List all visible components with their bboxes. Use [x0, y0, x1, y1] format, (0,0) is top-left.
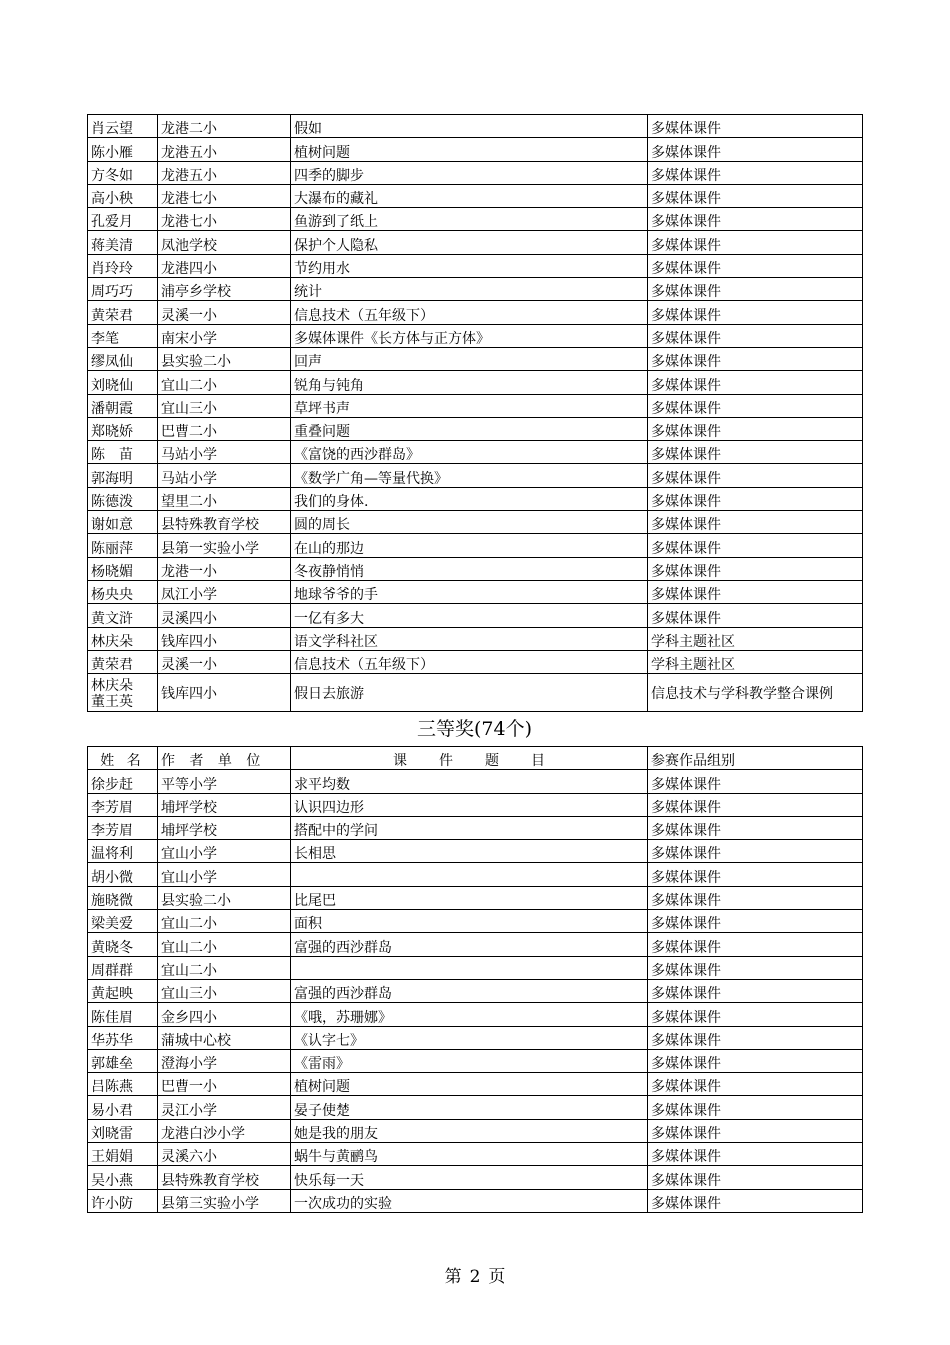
table-row-multiline: [88, 674, 863, 712]
cell-category: 多媒体课件: [648, 441, 863, 464]
table-row: [88, 604, 863, 627]
cell-name: 徐步赶: [88, 770, 158, 793]
cell-category: 多媒体课件: [648, 115, 863, 138]
cell-name: 杨央央: [88, 580, 158, 603]
cell-title: 富强的西沙群岛: [291, 979, 648, 1002]
table-row: [88, 1096, 863, 1119]
cell-category: 多媒体课件: [648, 161, 863, 184]
cell-unit: 马站小学: [158, 441, 291, 464]
cell-unit: 县第三实验小学: [158, 1189, 291, 1212]
table-row: [88, 487, 863, 510]
cell-name: 许小防: [88, 1189, 158, 1212]
cell-category: 多媒体课件: [648, 1119, 863, 1142]
cell-category: 多媒体课件: [648, 417, 863, 440]
cell-category: 多媒体课件: [648, 138, 863, 161]
cell-category: 多媒体课件: [648, 816, 863, 839]
table-row: [88, 347, 863, 370]
cell-unit: 钱库四小: [158, 674, 291, 712]
table-row: [88, 770, 863, 793]
section-title-third-prize: 三等奖(74个): [416, 718, 532, 740]
cell-name: 蒋美清: [88, 231, 158, 254]
cell-title: 一亿有多大: [291, 604, 648, 627]
header-unit: 作 者 单 位: [158, 747, 291, 770]
cell-category: 多媒体课件: [648, 604, 863, 627]
table-row: [88, 534, 863, 557]
cell-unit: 埔坪学校: [158, 816, 291, 839]
cell-title: 《雷雨》: [291, 1049, 648, 1072]
cell-name: 高小秧: [88, 184, 158, 207]
table-row: [88, 793, 863, 816]
cell-unit: 县实验二小: [158, 886, 291, 909]
cell-category: 多媒体课件: [648, 231, 863, 254]
cell-category: 多媒体课件: [648, 557, 863, 580]
cell-name: 易小君: [88, 1096, 158, 1119]
page-prefix: 第: [444, 1267, 462, 1287]
cell-unit: 县特殊教育学校: [158, 1166, 291, 1189]
cell-title: 蜗牛与黄鹂鸟: [291, 1143, 648, 1166]
cell-category: 多媒体课件: [648, 863, 863, 886]
cell-name: 陈丽萍: [88, 534, 158, 557]
table-row: [88, 840, 863, 863]
cell-unit: 灵溪一小: [158, 650, 291, 673]
cell-title: 重叠问题: [291, 417, 648, 440]
cell-category: 多媒体课件: [648, 1049, 863, 1072]
cell-title: 在山的那边: [291, 534, 648, 557]
award-table-body: [88, 115, 863, 712]
cell-unit: 灵溪六小: [158, 1143, 291, 1166]
cell-name: 孔爱月: [88, 208, 158, 231]
cell-unit: 宜山三小: [158, 394, 291, 417]
cell-unit: 金乡四小: [158, 1003, 291, 1026]
cell-name: 黄晓冬: [88, 933, 158, 956]
cell-title: 《富饶的西沙群岛》: [291, 441, 648, 464]
table-row: [88, 1049, 863, 1072]
cell-category: 多媒体课件: [648, 956, 863, 979]
cell-category: 多媒体课件: [648, 1166, 863, 1189]
cell-name: 郑晓娇: [88, 417, 158, 440]
cell-title: 《数学广角—等量代换》: [291, 464, 648, 487]
table-row: [88, 1003, 863, 1026]
cell-name: 黄荣君: [88, 301, 158, 324]
author-name: 董王英: [91, 693, 133, 710]
table-row: [88, 441, 863, 464]
author-name: 林庆朵: [91, 677, 133, 694]
cell-name: 陈 苗: [88, 441, 158, 464]
cell-unit: 澄海小学: [158, 1049, 291, 1072]
cell-name: 陈德泼: [88, 487, 158, 510]
cell-title: 植树问题: [291, 1073, 648, 1096]
cell-category: 多媒体课件: [648, 324, 863, 347]
cell-category: 多媒体课件: [648, 1073, 863, 1096]
page-footer: [0, 1262, 950, 1287]
cell-title: [291, 863, 648, 886]
cell-name: 王娟娟: [88, 1143, 158, 1166]
cell-title: 锐角与钝角: [291, 371, 648, 394]
cell-category: 多媒体课件: [648, 793, 863, 816]
table-header-row: [88, 747, 863, 770]
cell-unit: 南宋小学: [158, 324, 291, 347]
cell-unit: 宜山二小: [158, 933, 291, 956]
cell-unit: 马站小学: [158, 464, 291, 487]
cell-name: 陈佳眉: [88, 1003, 158, 1026]
cell-title: 快乐每一天: [291, 1166, 648, 1189]
cell-unit: 宜山三小: [158, 979, 291, 1002]
cell-category: 学科主题社区: [648, 650, 863, 673]
cell-title: 回声: [291, 347, 648, 370]
table-row: [88, 278, 863, 301]
table-row: [88, 557, 863, 580]
cell-unit: 灵溪一小: [158, 301, 291, 324]
cell-title: 面积: [291, 910, 648, 933]
cell-name: 华苏华: [88, 1026, 158, 1049]
cell-category: 多媒体课件: [648, 534, 863, 557]
third-prize-table: [87, 746, 863, 1213]
cell-unit: 龙港白沙小学: [158, 1119, 291, 1142]
cell-title: 节约用水: [291, 254, 648, 277]
cell-unit: 县实验二小: [158, 347, 291, 370]
header-title: [291, 747, 648, 770]
header-name: 姓 名: [88, 747, 158, 770]
cell-title: 多媒体课件《长方体与正方体》: [291, 324, 648, 347]
cell-category: 多媒体课件: [648, 1189, 863, 1212]
table-row: [88, 417, 863, 440]
cell-title: 我们的身体.: [291, 487, 648, 510]
table-row: [88, 886, 863, 909]
cell-unit: 平等小学: [158, 770, 291, 793]
table-row: [88, 816, 863, 839]
cell-name: 肖玲玲: [88, 254, 158, 277]
cell-title: 《哦，苏珊娜》: [291, 1003, 648, 1026]
cell-unit: 灵江小学: [158, 1096, 291, 1119]
header-title-char: 目: [531, 753, 545, 770]
cell-category: 多媒体课件: [648, 933, 863, 956]
cell-title: 地球爷爷的手: [291, 580, 648, 603]
cell-name: 郭雄垒: [88, 1049, 158, 1072]
cell-title: 一次成功的实验: [291, 1189, 648, 1212]
cell-name: 陈小雁: [88, 138, 158, 161]
table-row: [88, 138, 863, 161]
table-row: [88, 208, 863, 231]
cell-name: 杨晓媚: [88, 557, 158, 580]
table-row: [88, 627, 863, 650]
third-prize-table-body: [88, 770, 863, 1213]
cell-category: 多媒体课件: [648, 184, 863, 207]
cell-unit: 浦亭乡学校: [158, 278, 291, 301]
cell-name: 方冬如: [88, 161, 158, 184]
cell-name: 李芳眉: [88, 793, 158, 816]
cell-name: 梁美爱: [88, 910, 158, 933]
cell-name: 吴小燕: [88, 1166, 158, 1189]
cell-title: 富强的西沙群岛: [291, 933, 648, 956]
cell-title: 她是我的朋友: [291, 1119, 648, 1142]
cell-title: 假如: [291, 115, 648, 138]
cell-name: 谢如意: [88, 511, 158, 534]
cell-name: 李笔: [88, 324, 158, 347]
cell-name: 潘朝霞: [88, 394, 158, 417]
cell-title: 认识四边形: [291, 793, 648, 816]
cell-unit: 蒲城中心校: [158, 1026, 291, 1049]
cell-title: 《认字七》: [291, 1026, 648, 1049]
cell-title: 比尾巴: [291, 886, 648, 909]
cell-unit: 龙港二小: [158, 115, 291, 138]
cell-title: [291, 956, 648, 979]
cell-unit: 龙港四小: [158, 254, 291, 277]
cell-title: 统计: [291, 278, 648, 301]
cell-unit: 县特殊教育学校: [158, 511, 291, 534]
cell-category: 学科主题社区: [648, 627, 863, 650]
table-row: [88, 1143, 863, 1166]
cell-name: 缪凤仙: [88, 347, 158, 370]
cell-category: 多媒体课件: [648, 1003, 863, 1026]
header-title-char: 题: [485, 753, 499, 770]
table-row: [88, 1166, 863, 1189]
cell-category: 多媒体课件: [648, 1096, 863, 1119]
cell-unit: 灵溪四小: [158, 604, 291, 627]
cell-category: 多媒体课件: [648, 886, 863, 909]
cell-unit: 宜山小学: [158, 863, 291, 886]
table-row: [88, 231, 863, 254]
cell-unit: 巴曹一小: [158, 1073, 291, 1096]
cell-category: 多媒体课件: [648, 580, 863, 603]
cell-unit: 宜山二小: [158, 956, 291, 979]
cell-category: 多媒体课件: [648, 278, 863, 301]
cell-unit: 龙港五小: [158, 161, 291, 184]
cell-category: 多媒体课件: [648, 394, 863, 417]
cell-unit: 凤江小学: [158, 580, 291, 603]
table-row: [88, 1073, 863, 1096]
cell-category: 信息技术与学科教学整合课例: [648, 674, 863, 712]
cell-category: 多媒体课件: [648, 770, 863, 793]
cell-name: 林庆朵: [88, 627, 158, 650]
cell-name: 刘晓仙: [88, 371, 158, 394]
cell-title: 圆的周长: [291, 511, 648, 534]
table-row: [88, 1026, 863, 1049]
cell-title: 语文学科社区: [291, 627, 648, 650]
cell-title: 四季的脚步: [291, 161, 648, 184]
cell-title: 信息技术（五年级下）: [291, 301, 648, 324]
cell-unit: 宜山二小: [158, 371, 291, 394]
cell-name: 肖云望: [88, 115, 158, 138]
table-row: [88, 115, 863, 138]
cell-unit: 宜山小学: [158, 840, 291, 863]
table-row: [88, 1189, 863, 1212]
cell-title: 大瀑布的藏礼: [291, 184, 648, 207]
cell-title: 搭配中的学问: [291, 816, 648, 839]
cell-category: 多媒体课件: [648, 1026, 863, 1049]
table-row: [88, 956, 863, 979]
cell-title: 冬夜静悄悄: [291, 557, 648, 580]
cell-name: 施晓微: [88, 886, 158, 909]
cell-title: 假日去旅游: [291, 674, 648, 712]
award-table-continued: [87, 114, 863, 712]
cell-category: 多媒体课件: [648, 511, 863, 534]
cell-name: 周群群: [88, 956, 158, 979]
cell-unit: 凤池学校: [158, 231, 291, 254]
cell-name: 胡小微: [88, 863, 158, 886]
cell-name: 温将利: [88, 840, 158, 863]
table-row: [88, 1119, 863, 1142]
table-row: [88, 979, 863, 1002]
cell-name: 吕陈燕: [88, 1073, 158, 1096]
header-title-char: 件: [439, 753, 453, 770]
table-row: [88, 933, 863, 956]
cell-category: 多媒体课件: [648, 301, 863, 324]
cell-name: 李芳眉: [88, 816, 158, 839]
cell-title: 草坪书声: [291, 394, 648, 417]
header-title-char: 课: [393, 753, 407, 770]
table-row: [88, 580, 863, 603]
cell-category: 多媒体课件: [648, 1143, 863, 1166]
table-row: [88, 371, 863, 394]
cell-title: 信息技术（五年级下）: [291, 650, 648, 673]
table-row: [88, 184, 863, 207]
table-row: [88, 161, 863, 184]
cell-unit: 埔坪学校: [158, 793, 291, 816]
cell-category: 多媒体课件: [648, 371, 863, 394]
cell-category: 多媒体课件: [648, 979, 863, 1002]
cell-category: 多媒体课件: [648, 840, 863, 863]
cell-title: 晏子使楚: [291, 1096, 648, 1119]
cell-title: 求平均数: [291, 770, 648, 793]
cell-category: 多媒体课件: [648, 347, 863, 370]
cell-name: [88, 674, 158, 712]
cell-unit: 宜山二小: [158, 910, 291, 933]
table-row: [88, 464, 863, 487]
cell-unit: 县第一实验小学: [158, 534, 291, 557]
cell-name: 刘晓雷: [88, 1119, 158, 1142]
page-suffix: 页: [488, 1267, 506, 1287]
cell-unit: 龙港一小: [158, 557, 291, 580]
table-row: [88, 650, 863, 673]
cell-category: 多媒体课件: [648, 254, 863, 277]
cell-name: 黄起映: [88, 979, 158, 1002]
cell-unit: 龙港五小: [158, 138, 291, 161]
cell-unit: 巴曹二小: [158, 417, 291, 440]
table-row: [88, 863, 863, 886]
cell-unit: 望里二小: [158, 487, 291, 510]
cell-category: 多媒体课件: [648, 208, 863, 231]
table-row: [88, 394, 863, 417]
table-row: [88, 324, 863, 347]
cell-name: 黄文浒: [88, 604, 158, 627]
table-row: [88, 301, 863, 324]
table-row: [88, 910, 863, 933]
page-number: 2: [469, 1267, 481, 1287]
cell-name: 黄荣君: [88, 650, 158, 673]
table-row: [88, 254, 863, 277]
cell-title: 鱼游到了纸上: [291, 208, 648, 231]
cell-unit: 龙港七小: [158, 208, 291, 231]
header-category: 参赛作品组别: [648, 747, 863, 770]
cell-category: 多媒体课件: [648, 487, 863, 510]
cell-title: 长相思: [291, 840, 648, 863]
cell-name: 周巧巧: [88, 278, 158, 301]
cell-title: 保护个人隐私: [291, 231, 648, 254]
cell-category: 多媒体课件: [648, 910, 863, 933]
table-row: [88, 511, 863, 534]
cell-name: 郭海明: [88, 464, 158, 487]
cell-category: 多媒体课件: [648, 464, 863, 487]
cell-title: 植树问题: [291, 138, 648, 161]
cell-unit: 龙港七小: [158, 184, 291, 207]
cell-unit: 钱库四小: [158, 627, 291, 650]
